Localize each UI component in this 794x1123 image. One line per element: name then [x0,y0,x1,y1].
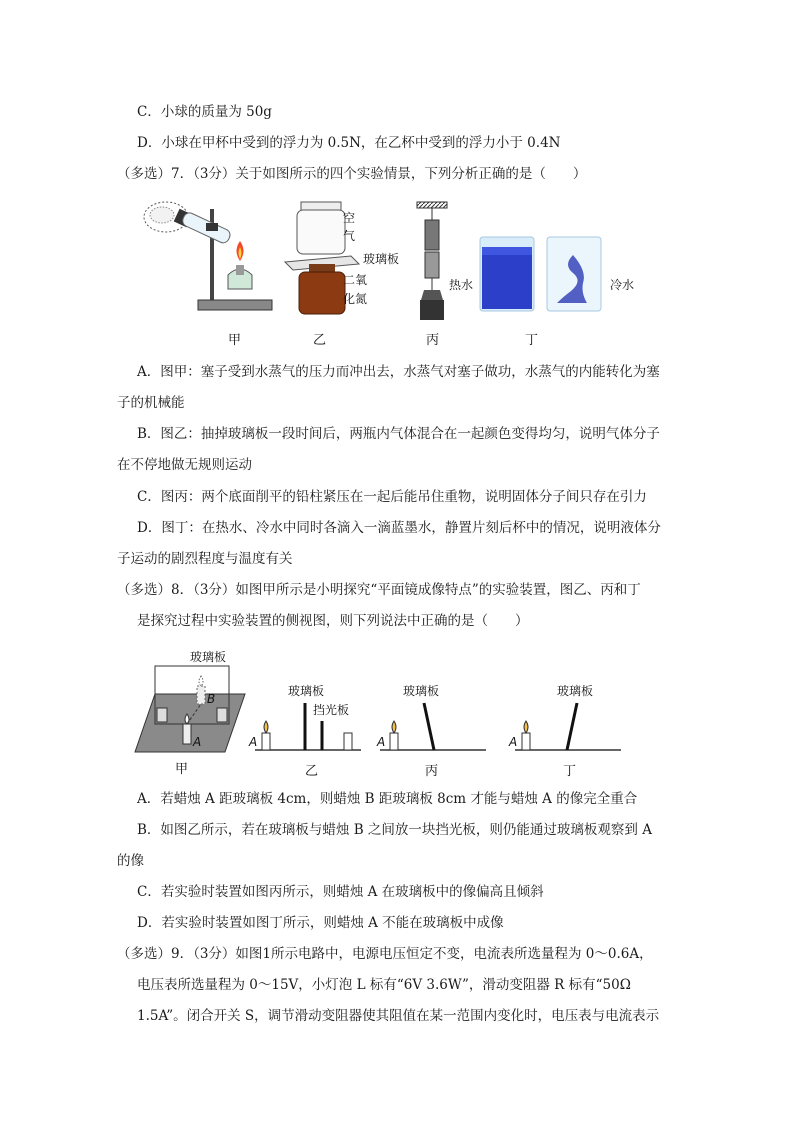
q7-fig-label-air-1: 空 [343,211,356,225]
q8-fig-label-bing: 丙 [425,764,439,779]
q7-fig-label-glass: 玻璃板 [363,252,400,266]
q9-stem-line2: 电压表所选量程为 0～15V，小灯泡 L 标有“6V 3.6W”，滑动变阻器 R 标有“50Ω [137,977,631,993]
q8-fig-jia-label-b: B [207,692,216,706]
q8-fig-jia-label-a: A [193,735,202,749]
q8-fig-label-ding: 丁 [563,764,577,779]
q8-fig-ding-label-glass: 玻璃板 [557,684,594,698]
q7-figure-bing [415,200,451,322]
q8-option-b-line1: B．如图乙所示，若在玻璃板与蜡烛 B 之间放一块挡光板，则仍能通过玻璃板观察到 A [137,822,652,838]
q8-fig-ding-label-a: A [509,735,518,749]
q8-option-c: C．若实验时装置如图丙所示，则蜡烛 A 在玻璃板中的像偏高且倾斜 [137,884,544,900]
q7-option-b-line1: B．图乙：抽掉玻璃板一段时间后，两瓶内气体混合在一起颜色变得均匀，说明气体分子 [137,426,660,442]
q7-fig-label-air-2: 气 [343,229,356,243]
q8-figure-yi [255,695,365,755]
q8-figure-bing [380,695,490,755]
q7-option-a-line1: A．图甲：塞子受到水蒸气的压力而冲出去，水蒸气对塞子做功，水蒸气的内能转化为塞 [137,364,660,380]
q8-fig-bing-label-a: A [377,735,386,749]
q7-option-d-line1: D．图丁：在热水、冷水中同时各滴入一滴蓝墨水，静置片刻后杯中的情况，说明液体分 [137,520,661,536]
q7-option-d-line2: 子运动的剧烈程度与温度有关 [117,551,293,567]
q6-option-d: D．小球在甲杯中受到的浮力为 0.5N，在乙杯中受到的浮力小于 0.4N [137,135,561,151]
q8-fig-yi-label-glass: 玻璃板 [288,684,325,698]
q7-fig-label-yi: 乙 [313,333,327,348]
q7-fig-label-cold: 冷水 [610,278,635,292]
q8-figure-ding [515,695,625,755]
q8-fig-yi-label-shield: 挡光板 [313,703,350,717]
q7-option-b-line2: 在不停地做无规则运动 [117,457,252,473]
q8-fig-bing-label-glass: 玻璃板 [403,684,440,698]
q9-stem-line1: （多选）9．（3分）如图1所示电路中，电源电压恒定不变，电流表所选量程为 0～0.6A， [117,946,653,962]
q7-fig-label-no2-2: 化氮 [343,292,368,306]
q7-option-c: C．图丙：两个底面削平的铅柱紧压在一起后能吊住重物，说明固体分子间只存在引力 [137,489,647,505]
q7-option-a-line2: 子的机械能 [117,395,185,411]
q7-figure-ding [475,235,610,315]
q6-option-c: C．小球的质量为 50g [137,104,272,120]
q8-fig-yi-label-a: A [249,735,258,749]
q8-stem-line1: （多选）8．（3分）如图甲所示是小明探究“平面镜成像特点”的实验装置，图乙、丙和丁 [117,582,641,598]
q8-option-b-line2: 的像 [117,853,144,869]
q8-option-d: D．若实验时装置如图丁所示，则蜡烛 A 不能在玻璃板中成像 [137,915,504,931]
q8-fig-jia-label-glass: 玻璃板 [190,650,227,664]
q7-fig-label-hot: 热水 [449,278,474,292]
q7-fig-label-jia: 甲 [228,333,242,348]
q8-option-a: A．若蜡烛 A 距玻璃板 4cm，则蜡烛 B 距玻璃板 8cm 才能与蜡烛 A 的像完全重合 [137,791,638,807]
q8-fig-label-yi: 乙 [305,764,319,779]
q7-figure-jia [140,195,280,325]
q7-fig-label-ding: 丁 [525,333,539,348]
q7-fig-label-no2-1: 二氧 [343,273,368,287]
q8-stem-line2: 是探究过程中实验装置的侧视图，则下列说法中正确的是（ ） [137,613,529,629]
q9-stem-line3: 1.5A”。闭合开关 S，调节滑动变阻器使其阻值在某一范围内变化时，电压表与电流表示 [137,1008,660,1024]
q8-fig-label-jia: 甲 [175,762,189,777]
q7-stem: （多选）7．（3分）关于如图所示的四个实验情景，下列分析正确的是（ ） [117,166,587,182]
q7-fig-label-bing: 丙 [426,333,440,348]
